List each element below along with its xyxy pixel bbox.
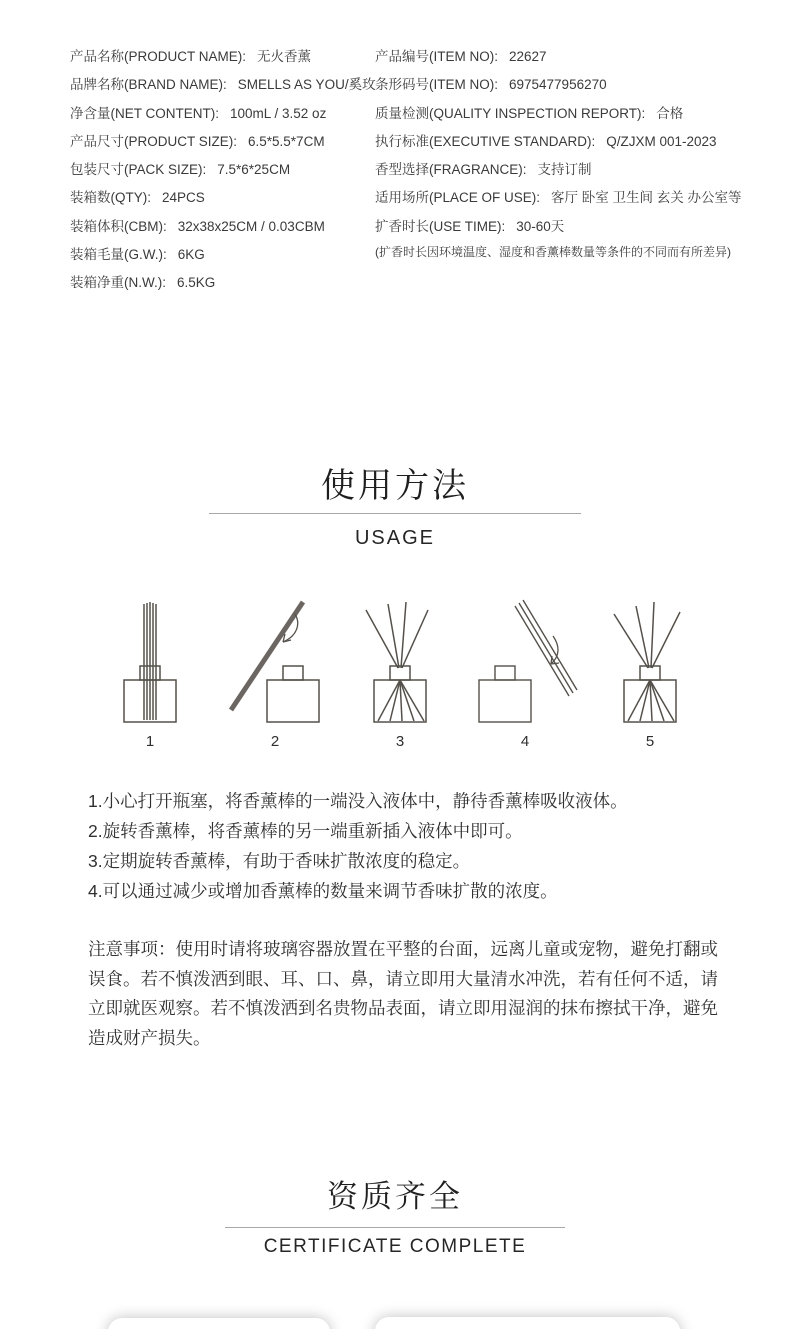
spec-value: 6.5KG [177, 275, 216, 291]
spec-row-fragrance [375, 156, 742, 184]
spec-row-product-name [70, 43, 376, 71]
spec-value: 6.5*5.5*7CM [248, 133, 325, 149]
certificate-card-1 [108, 1318, 330, 1329]
spec-label: 产品尺寸(PRODUCT SIZE): [70, 133, 238, 149]
spec-label: 装箱毛量(G.W.): [70, 247, 167, 263]
spec-value: 22627 [509, 49, 547, 64]
spec-row-net-weight [70, 269, 376, 297]
spec-row-quality-inspection [375, 100, 742, 128]
instruction-step-2: 2.旋转香薰棒，将香薰棒的另一端重新插入液体中即可。 [88, 821, 523, 841]
instruction-step-1: 1.小心打开瓶塞，将香薰棒的一端没入液体中，静待香薰棒吸收液体。 [88, 791, 628, 811]
spec-row-product-size [70, 128, 376, 156]
spec-row-item-no [375, 43, 742, 71]
usage-step-figure-4 [465, 598, 585, 749]
spec-value: 合格 [656, 105, 684, 121]
spec-value: 无火香薰 [257, 49, 312, 64]
spec-row-net-content [70, 100, 376, 128]
spec-value: 6KG [177, 247, 205, 263]
spec-label: 产品编号(ITEM NO): [375, 49, 498, 64]
spec-label: 执行标准(EXECUTIVE STANDARD): [375, 133, 596, 149]
spec-label: 适用场所(PLACE OF USE): [375, 190, 541, 206]
usage-instructions [88, 786, 728, 906]
instruction-step-3: 3.定期旋转香薰棒，有助于香味扩散浓度的稳定。 [88, 851, 471, 871]
diffuser-sticks-rotate-icon [465, 598, 585, 730]
figure-number: 4 [520, 733, 530, 750]
spec-row-brand-name [70, 71, 376, 99]
instruction-step-4: 4.可以通过减少或增加香薰棒的数量来调节香味扩散的浓度。 [88, 881, 558, 901]
usage-section-subtitle: USAGE [354, 527, 436, 549]
usage-step-figure-1 [90, 598, 210, 749]
spec-value: 7.5*6*25CM [217, 162, 291, 178]
usage-step-figure-5 [590, 598, 710, 749]
spec-row-place-of-use [375, 184, 742, 212]
spec-row-cbm [70, 213, 376, 241]
figure-number: 2 [270, 733, 280, 750]
spec-value: 24PCS [162, 190, 205, 206]
spec-value: SMELLS AS YOU/奚玫 [237, 77, 376, 93]
spec-column-left [70, 43, 376, 298]
certificate-section-subtitle: CERTIFICATE COMPLETE [263, 1236, 527, 1257]
spec-label: 香型选择(FRAGRANCE): [375, 162, 527, 178]
figure-number: 3 [395, 733, 405, 750]
spec-label: 净含量(NET CONTENT): [70, 105, 219, 121]
spec-value: Q/ZJXM 001-2023 [606, 133, 717, 149]
spec-value: 100mL / 3.52 oz [230, 105, 327, 121]
figure-number: 5 [645, 733, 655, 750]
spec-value: 客厅 卧室 卫生间 玄关 办公室等 [551, 190, 742, 206]
spec-column-right [375, 43, 742, 263]
spec-label: 产品名称(PRODUCT NAME): [70, 49, 247, 64]
spec-row-executive-standard [375, 128, 742, 156]
caution-paragraph: 注意事项：使用时请将玻璃容器放置在平整的台面，远离儿童或宠物，避免打翻或误食。若不慎泼洒到眼、耳、口、鼻，请立即用大量清水冲洗，若有任何不适，请立即就医观察。若不慎泼洒到名贵物品表面，请立即用湿润的抹布擦拭干净，避免造成财产损失。 [88, 939, 718, 1048]
certificate-section-title: 资质齐全 [327, 1179, 463, 1214]
spec-label: 质量检测(QUALITY INSPECTION REPORT): [375, 105, 646, 121]
spec-value: 6975477956270 [509, 77, 607, 93]
usage-step-figures [90, 598, 710, 749]
spec-row-gross-weight [70, 241, 376, 269]
usage-step-figure-2 [215, 598, 335, 749]
usage-section-title: 使用方法 [321, 467, 469, 505]
spec-label: 装箱净重(N.W.): [70, 275, 166, 291]
spec-value: 30-60天 [516, 218, 565, 234]
spec-label: 品牌名称(BRAND NAME): [70, 77, 227, 93]
spec-value: 支持订制 [537, 162, 592, 178]
spec-value: 32x38x25CM / 0.03CBM [177, 218, 325, 234]
diffuser-stick-rotate-icon [215, 598, 335, 730]
use-time-note: (扩香时长因环境温度、湿度和香薰棒数量等条件的不同而有所差异) [375, 245, 731, 260]
diffuser-sticks-fanned-icon [590, 598, 710, 730]
spec-label: 包装尺寸(PACK SIZE): [70, 162, 207, 178]
spec-row-use-time [375, 213, 742, 241]
spec-label: 装箱数(QTY): [70, 190, 151, 206]
certificate-card-2 [375, 1317, 680, 1329]
diffuser-sticks-fanned-icon [340, 598, 460, 730]
usage-divider-line [209, 513, 581, 514]
spec-label: 扩香时长(USE TIME): [375, 218, 506, 234]
spec-label: 装箱体积(CBM): [70, 218, 167, 234]
spec-row-barcode [375, 71, 742, 99]
spec-label: 条形码号(ITEM NO): [375, 77, 498, 93]
usage-step-figure-3 [340, 598, 460, 749]
certificate-divider-line [225, 1227, 565, 1228]
spec-row-qty [70, 184, 376, 212]
diffuser-sticks-straight-icon [90, 598, 210, 730]
figure-number: 1 [145, 733, 155, 750]
spec-row-pack-size [70, 156, 376, 184]
